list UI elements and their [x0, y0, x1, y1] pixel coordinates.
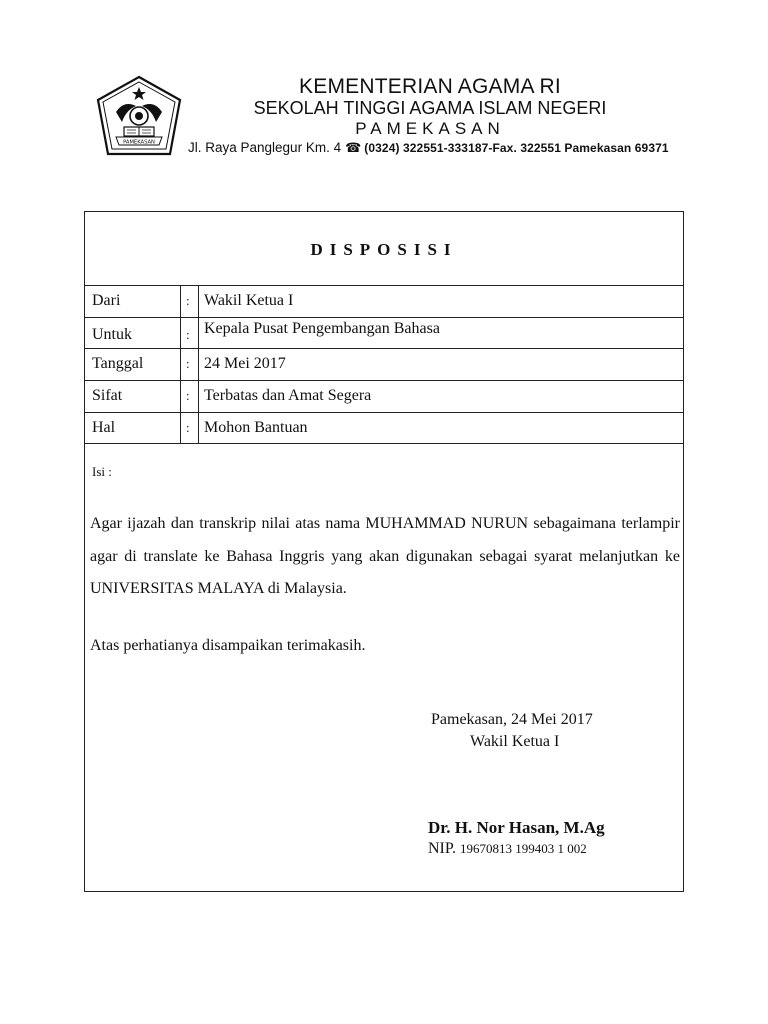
street-address: Jl. Raya Panglegur Km. 4	[188, 140, 342, 155]
field-label: Hal	[92, 419, 116, 436]
college-name: SEKOLAH TINGGI AGAMA ISLAM NEGERI	[253, 98, 607, 118]
signature-position: Wakil Ketua I	[470, 733, 560, 750]
field-colon: :	[186, 356, 190, 371]
phone-icon: ☎	[345, 140, 362, 155]
field-row-dari	[85, 285, 683, 317]
field-label: Tanggal	[92, 355, 144, 372]
field-colon: :	[186, 327, 190, 342]
field-value: Terbatas dan Amat Segera	[204, 387, 372, 404]
nip-number: 19670813 199403 1 002	[460, 841, 587, 856]
nip-label: NIP.	[428, 840, 457, 857]
address-line	[188, 140, 669, 156]
signatory-nip	[428, 840, 587, 858]
field-label: Dari	[92, 292, 121, 309]
table-divider	[198, 285, 199, 444]
content-body: Agar ijazah dan transkrip nilai atas nama MUHAMMAD NURUN sebagaimana terlampir agar di translate ke Bahasa Inggris yang akan digunakan sebagai syarat melanjutkan ke UNIVERSITAS MALAYA di Malaysia.	[90, 515, 680, 597]
closing-sentence: Atas perhatianya disampaikan terimakasih.	[90, 637, 366, 654]
field-row-hal	[85, 412, 683, 444]
form-title: DISPOSISI	[310, 240, 458, 259]
ministry-name: KEMENTERIAN AGAMA RI	[299, 75, 561, 98]
field-label: Untuk	[92, 326, 132, 343]
disposition-form	[84, 211, 684, 892]
field-value: Wakil Ketua I	[204, 292, 294, 309]
content-label: Isi :	[92, 464, 112, 479]
field-value: 24 Mei 2017	[204, 355, 286, 372]
field-colon: :	[186, 420, 190, 435]
table-bottom-border	[85, 443, 683, 444]
field-row-untuk	[85, 317, 683, 349]
field-value: Kepala Pusat Pengembangan Bahasa	[204, 320, 440, 337]
city-name: PAMEKASAN	[355, 119, 505, 138]
field-label: Sifat	[92, 387, 123, 404]
field-row-sifat	[85, 380, 683, 412]
table-divider	[180, 285, 181, 444]
field-colon: :	[186, 293, 190, 308]
signatory-name: Dr. H. Nor Hasan, M.Ag	[428, 818, 605, 837]
field-row-tanggal	[85, 348, 683, 380]
logo-text: PAMEKASAN	[123, 139, 155, 146]
institution-logo	[94, 74, 184, 158]
field-colon: :	[186, 388, 190, 403]
field-value: Mohon Bantuan	[204, 419, 308, 436]
signature-place-date: Pamekasan, 24 Mei 2017	[431, 711, 593, 728]
phone-fax: (0324) 322551-333187-Fax. 322551 Pamekasan 69371	[364, 141, 669, 155]
